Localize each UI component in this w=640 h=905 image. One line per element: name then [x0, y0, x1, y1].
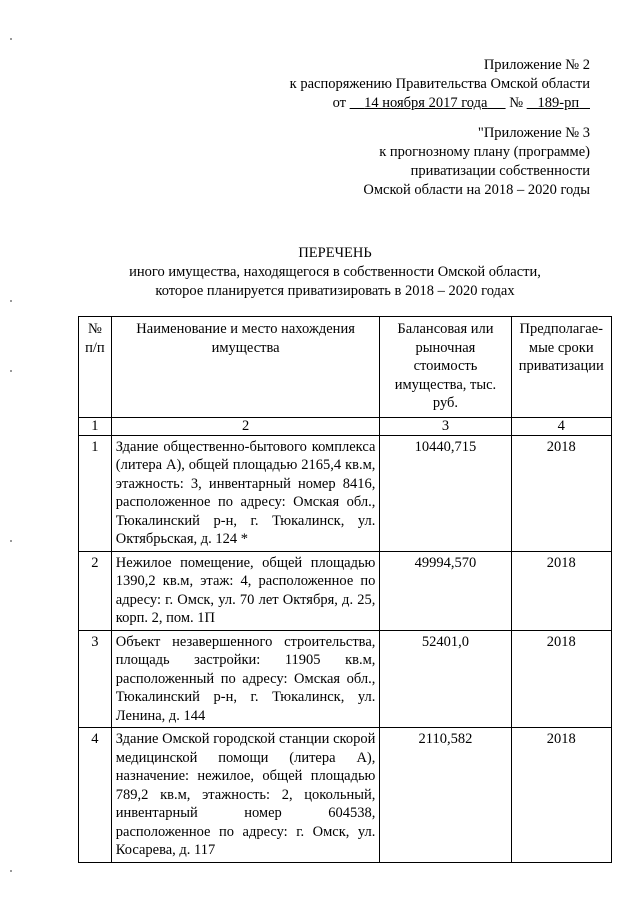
annex-main-title: Приложение № 2: [483, 57, 590, 73]
row-number: 4: [79, 728, 112, 863]
heading-line3: которое планируется приватизировать в 2018 – 2020 годах: [155, 283, 515, 299]
table-row: [79, 630, 612, 728]
column-number: 1: [79, 417, 112, 435]
date-prefix: от: [332, 95, 346, 111]
date-value: 14 ноября 2017 года: [364, 95, 488, 111]
number-value: 189-рп: [537, 95, 580, 111]
column-number: 4: [511, 417, 611, 435]
scan-mark: [10, 370, 12, 372]
table-row: [79, 728, 612, 863]
row-year: 2018: [511, 728, 611, 863]
column-number: 3: [380, 417, 511, 435]
number-field: [527, 95, 590, 111]
annex-sub-line4: Омской области на 2018 – 2020 годы: [363, 182, 590, 198]
annex-sub-line2: к прогнозному плану (программе): [379, 144, 590, 160]
row-number: 3: [79, 630, 112, 728]
row-property-name: Здание общественно-бытового комплекса (литера А), общей площадью 2165,4 кв.м, этажность: 3, инвентарный номер 8416, расположенное по адресу: Омская обл., Тюкалинский р-н, г. Тюкалинск, ул. Октябрьская, д. 124 *: [111, 435, 380, 551]
table-header-row: [79, 317, 612, 418]
document-heading: [0, 244, 640, 301]
annex-main-dateline: [290, 94, 590, 113]
row-value: 10440,715: [380, 435, 511, 551]
scan-mark: [10, 38, 12, 40]
column-number-row: [79, 417, 612, 435]
date-field: [350, 95, 506, 111]
scan-mark: [10, 870, 12, 872]
annex-sub-line1: "Приложение № 3: [477, 125, 590, 141]
row-year: 2018: [511, 551, 611, 630]
row-property-name: Здание Омской городской станции скорой медицинской помощи (литера А), назначение: нежилое, общей площадью 789,2 кв.м, этажность: 2, цокольный, инвентарный номер 604538, расположенное по адресу: г. Омск, ул. Косарева, д. 117: [111, 728, 380, 863]
annex-main-line2: к распоряжению Правительства Омской области: [289, 76, 590, 92]
row-value: 2110,582: [380, 728, 511, 863]
scan-mark: [10, 540, 12, 542]
header-number: № п/п: [79, 317, 112, 418]
heading-title: ПЕРЕЧЕНЬ: [298, 245, 372, 261]
table-row: [79, 551, 612, 630]
heading-line2: иного имущества, находящегося в собственности Омской области,: [129, 264, 541, 280]
header-name: Наименование и место нахождения имущества: [111, 317, 380, 418]
row-number: 1: [79, 435, 112, 551]
column-number: 2: [111, 417, 380, 435]
row-value: 52401,0: [380, 630, 511, 728]
row-year: 2018: [511, 435, 611, 551]
annex-sub-block: [363, 124, 590, 200]
header-term: Предполагае-мые сроки приватизации: [511, 317, 611, 418]
annex-main-block: [290, 56, 590, 113]
row-value: 49994,570: [380, 551, 511, 630]
annex-sub-line3: приватизации собственности: [410, 163, 590, 179]
row-year: 2018: [511, 630, 611, 728]
table-row: [79, 435, 612, 551]
header-value: Балансовая или рыночная стоимость имущества, тыс. руб.: [380, 317, 511, 418]
row-property-name: Нежилое помещение, общей площадью 1390,2 кв.м, этаж: 4, расположенное по адресу: г. Омск, ул. 70 лет Октября, д. 25, корп. 2, пом. 1П: [111, 551, 380, 630]
property-table: [78, 316, 612, 863]
row-number: 2: [79, 551, 112, 630]
number-sign: №: [509, 95, 524, 111]
row-property-name: Объект незавершенного строительства, площадь застройки: 11905 кв.м, расположенный по адресу: Омская обл., Тюкалинский р-н, г. Тюкалинск, ул. Ленина, д. 144: [111, 630, 380, 728]
